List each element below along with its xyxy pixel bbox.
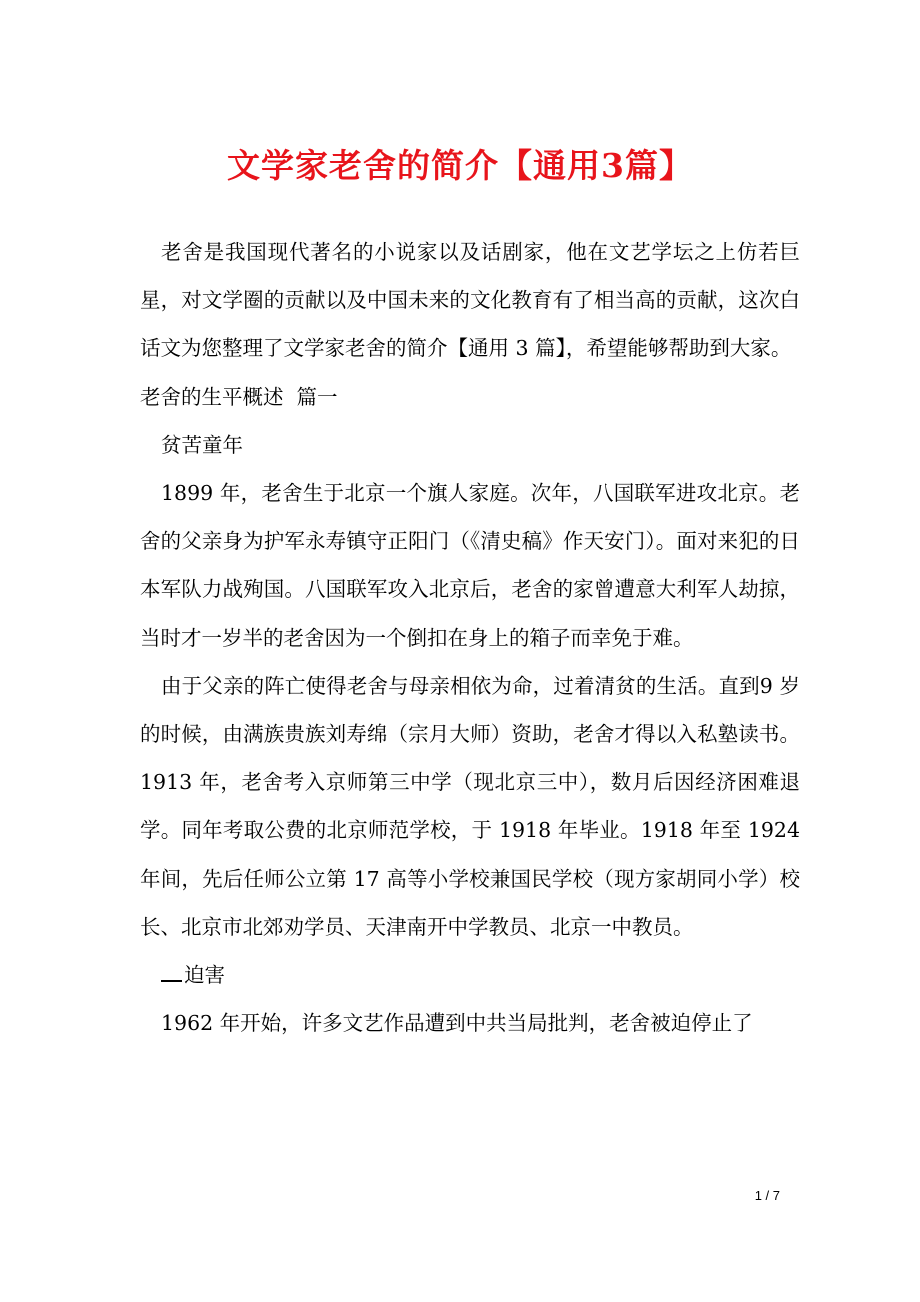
subheading-childhood: 贫苦童年 <box>161 432 243 457</box>
section-heading: 老舍的生平概述 篇一 <box>140 384 338 409</box>
document-title: 文学家老舍的简介【通用3篇】 <box>227 146 693 185</box>
underline-mark <box>161 962 182 982</box>
subheading-persecution: 迫害 <box>184 963 225 988</box>
intro-paragraph: 老舍是我国现代著名的小说家以及话剧家，他在文艺学坛之上仿若巨星，对文学圈的贡献以及中国未来的文化教育有了相当高的贡献，这次白话文为您整理了文学家老舍的简介【通用 3 篇】，希望能够帮助到大家。 <box>140 240 800 361</box>
body-paragraph: 1899 年，老舍生于北京一个旗人家庭。次年，八国联军进攻北京。老舍的父亲身为护军永寿镇守正阳门（《清史稿》作天安门）。面对来犯的日本军队力战殉国。八国联军攻入北京后，老舍的家曾遭意大利军人劫掠，当时才一岁半的老舍因为一个倒扣在身上的箱子而幸免于难。 <box>140 481 800 650</box>
page-number: 1 / 7 <box>754 1188 780 1203</box>
body-paragraph: 由于父亲的阵亡使得老舍与母亲相依为命，过着清贫的生活。直到9 岁的时候，由满族贵族刘寿绵（宗月大师）资助，老舍才得以入私塾读书。1913 年，老舍考入京师第三中学（现北京三中），数月后因经济困难退学。同年考取公费的北京师范学校，于 1918 年毕业。1918 年至 1924 年间，先后任师公立第 17 高等小学校兼国民学校（现方家胡同小学）校长、北京市北郊劝学员、天津南开中学教员、北京一中教员。 <box>140 673 800 939</box>
body-paragraph: 1962 年开始，许多文艺作品遭到中共当局批判，老舍被迫停止了 <box>161 1011 753 1036</box>
document-body <box>140 228 800 1047</box>
subheading-persecution-row <box>140 951 800 999</box>
